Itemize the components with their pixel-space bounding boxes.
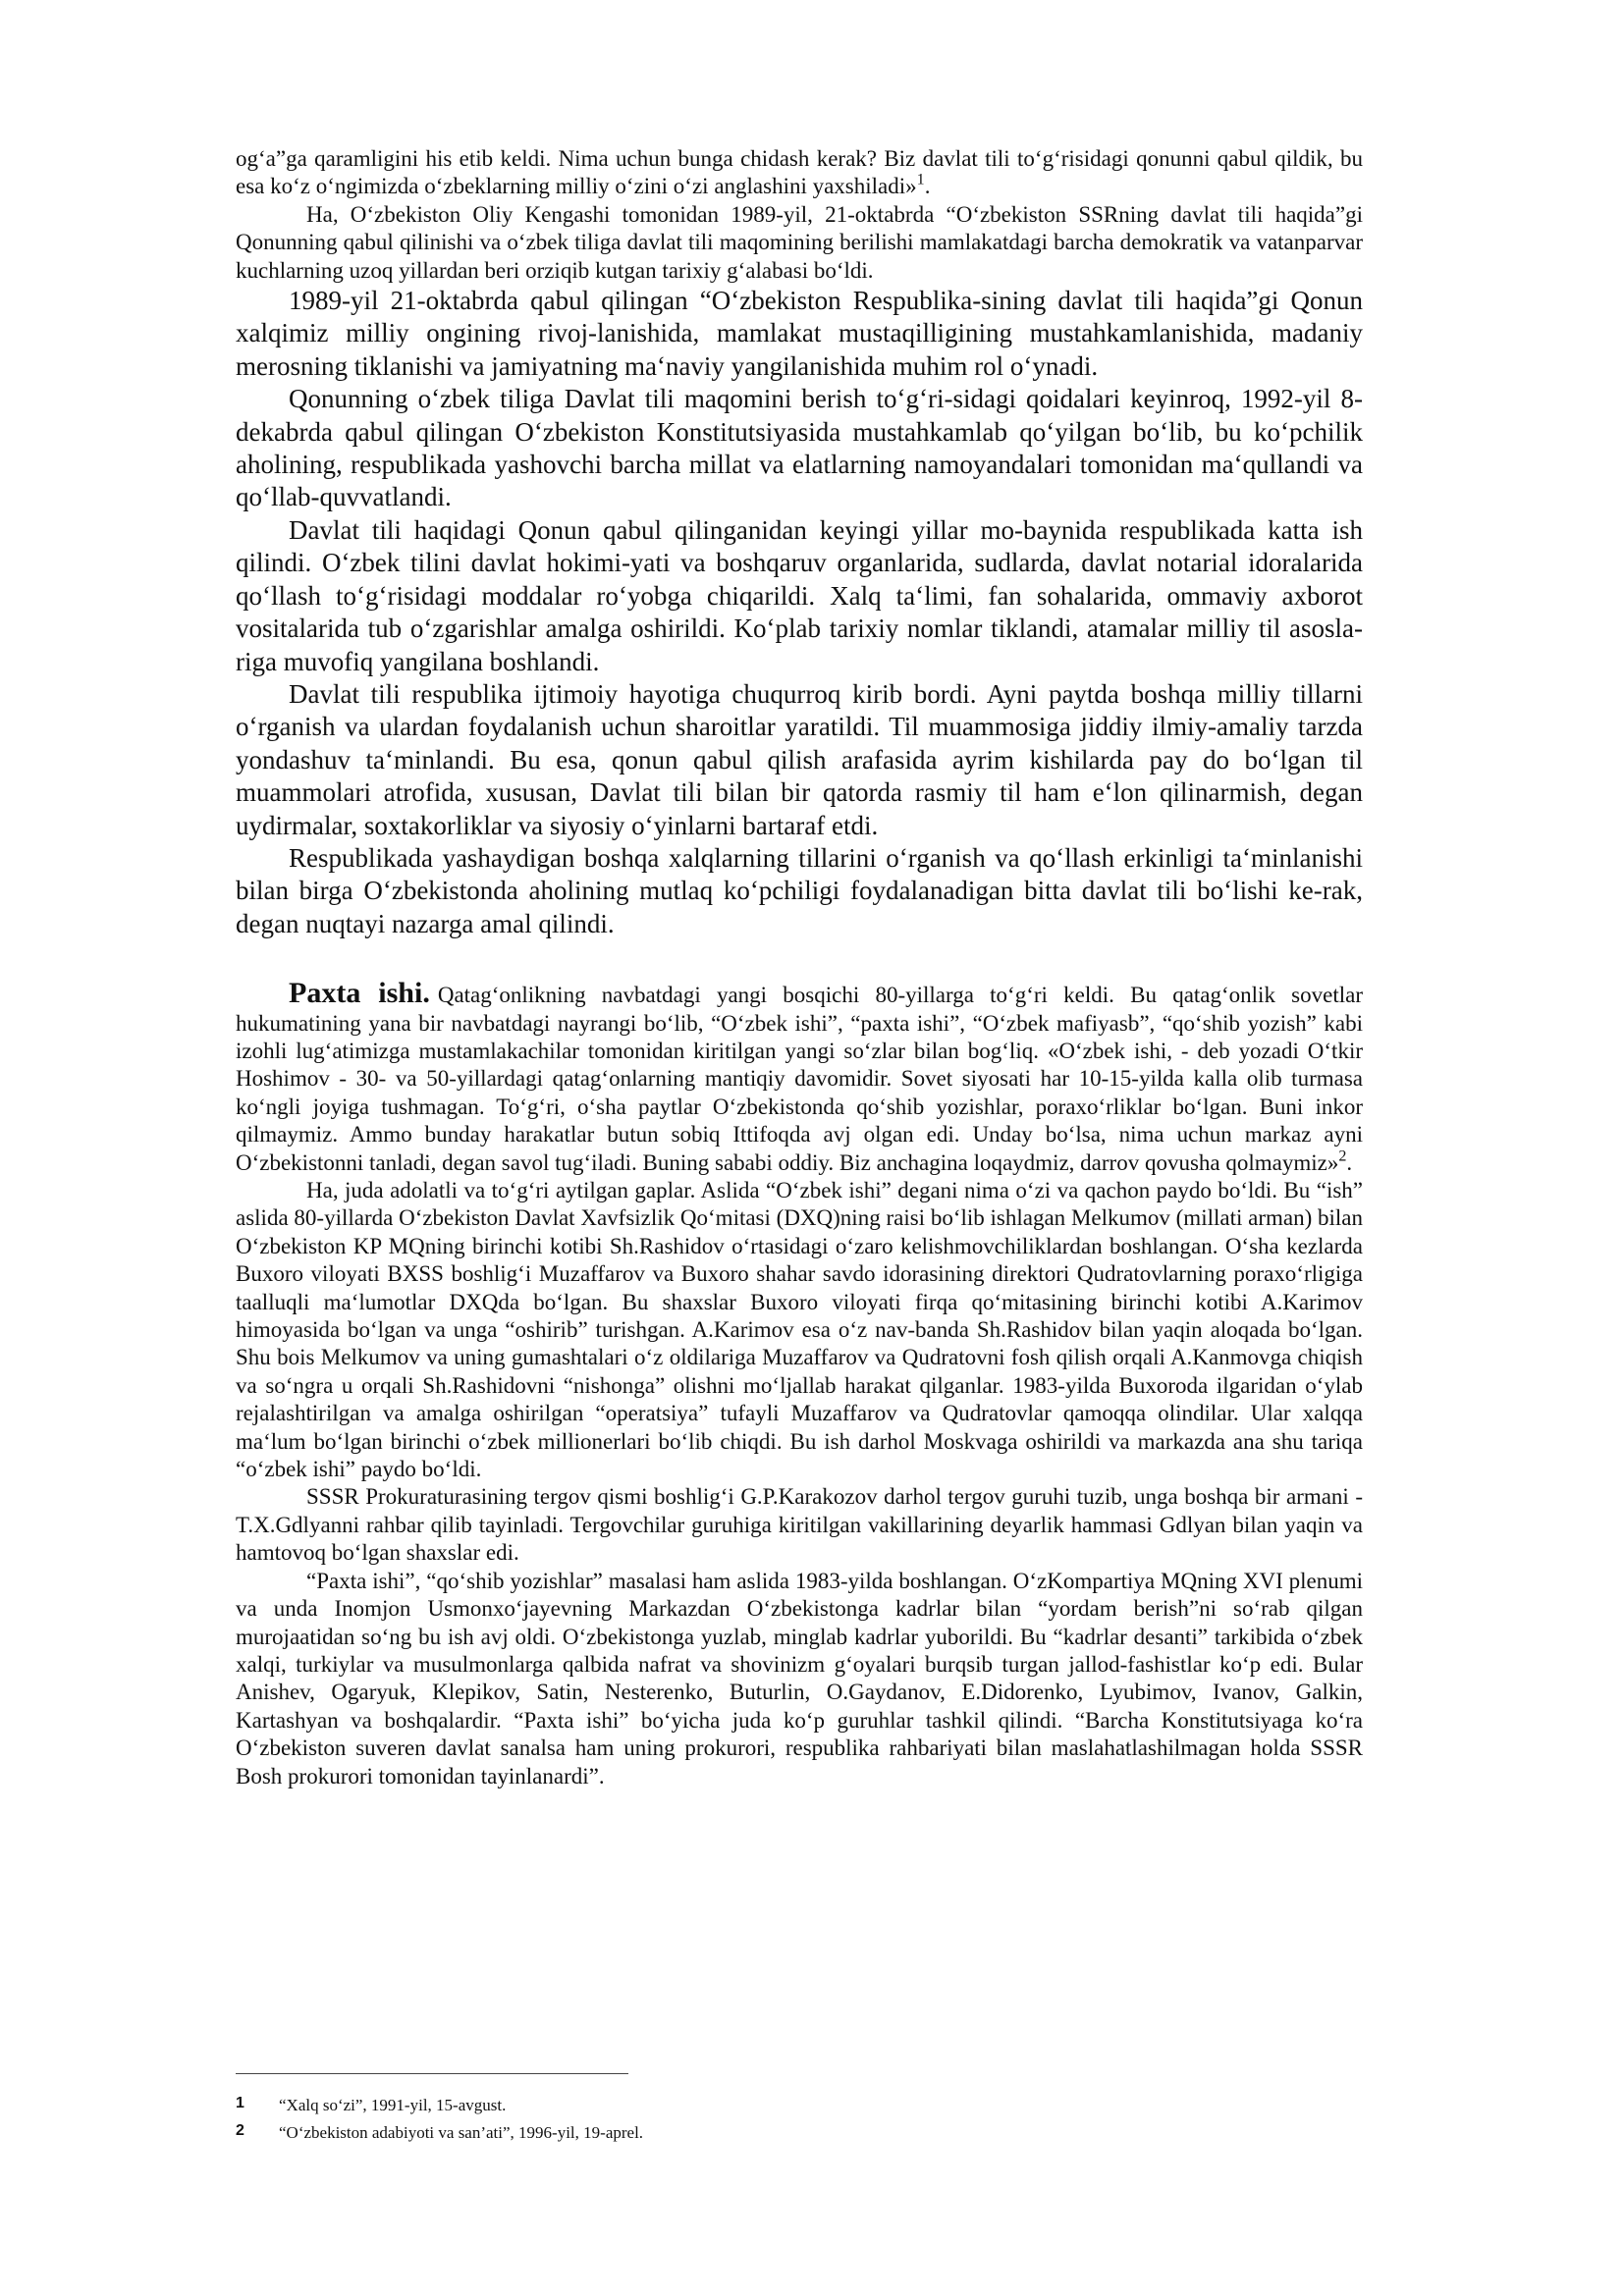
footnotes <box>236 2091 1363 2146</box>
footnote-separator <box>236 2073 628 2074</box>
footnote-number: 1 <box>236 2095 244 2111</box>
paragraph-end: . <box>924 174 931 199</box>
paragraph-end: . <box>1346 1149 1353 1175</box>
paragraph-9: Ha, juda adolatli va to‘g‘ri aytilgan gaplar. Aslida “O‘zbek ishi” degani nima o‘zi va qachon paydo bo‘ldi. Bu “ish” aslida 80-yillarda O‘zbekiston Davlat Xavfsizlik Qo‘mitasi (DXQ)ning raisi bo‘lib ishlagan Melkumov (millati arman) bilan O‘zbekiston KP MQning birinchi kotibi Sh.Rashidov o‘rtasidagi o‘zaro kelishmovchiliklardan boshlangan. O‘sha kezlarda Buxoro viloyati BXSS boshlig‘i Muzaffarov va Buxoro shahar savdo idorasining direktori Qudratovlarning poraxo‘rligiga taalluqli ma‘lumotlar DXQda bo‘lgan. Bu shaxslar Buxoro viloyati firqa qo‘mitasining birinchi kotibi A.Karimov himoyasida bo‘lgan va unga “oshirib” turishgan. A.Karimov esa o‘z nav-banda Sh.Rashidov bilan yaqin aloqada bo‘lgan. Shu bois Melkumov va uning gumashtalari o‘z oldilariga Muzaffarov va Qudratovni fosh qilish orqali A.Kanmovga chiqish va so‘ngra u orqali Sh.Rashidovni “nishonga” olishni mo‘ljallab harakat qilganlar. 1983-yilda Buxoroda ilgaridan o‘ylab rejalashtirilgan va amalga oshirilgan “operatsiya” tufayli Muzaffarov va Qudratovlar qamoqqa olindilar. Ular xalqqa ma‘lum bo‘lgan birinchi o‘zbek millionerlari bo‘lib chiqdi. Bu ish darhol Moskvaga oshirildi va markazda ana shu tariqa “o‘zbek ishi” paydo bo‘ldi. <box>236 1178 1363 1482</box>
footnote-text: “O‘zbekiston adabiyoti va san’ati”, 1996-yil, 19-aprel. <box>279 2123 644 2142</box>
footnote-2 <box>236 2118 1363 2146</box>
paragraph-5: Davlat tili haqidagi Qonun qabul qilinganidan keyingi yillar mo-baynida respublikada katta ish qilindi. O‘zbek tilini davlat hokimi-yati va boshqaruv organlarida, sudlarda, davlat notarial idoralarida qo‘llash to‘g‘risidagi moddalar ro‘yobga chiqarildi. Xalq ta‘limi, fan sohalarida, ommaviy axborot vositalarida tub o‘zgarishlar amalga oshirildi. Ko‘plab tarixiy nomlar tiklandi, atamalar milliy til asosla-riga muvofiq yangilana boshlandi. <box>236 514 1363 676</box>
footnote-number: 2 <box>236 2122 244 2139</box>
paragraph-text: og‘a”ga qaramligini his etib keldi. Nima uchun bunga chidash kerak? Biz davlat tili to‘g‘risidagi qonunni qabul qildik, bu esa ko‘z o‘ngimizda o‘zbeklarning milliy o‘zini o‘zi anglashini yaxshiladi» <box>236 146 1363 199</box>
paragraph-8 <box>236 977 1363 1177</box>
paragraph-7: Respublikada yashaydigan boshqa xalqlarning tillarini o‘rganish va qo‘llash erkinligi ta‘minlanishi bilan birga O‘zbekistonda aholining mutlaq ko‘pchiligi foydalanadigan bitta davlat tili bo‘lishi ke-rak, degan nuqtayi nazarga amal qilindi. <box>236 842 1363 938</box>
footnote-1 <box>236 2091 1363 2118</box>
paragraph-4: Qonunning o‘zbek tiliga Davlat tili maqomini berish to‘g‘ri-sidagi qoidalari keyinroq, 1992-yil 8-dekabrda qabul qilingan O‘zbekiston Konstitutsiyasida mustahkamlab qo‘yilgan bo‘lib, bu ko‘pchilik aholining, respublikada yashovchi barcha millat va elatlarning namoyandalari tomonidan ma‘qullandi va qo‘llab-quvvatlandi. <box>236 384 1363 512</box>
section-heading: Paxta ishi. <box>289 977 430 1010</box>
paragraph-11: “Paxta ishi”, “qo‘shib yozishlar” masalasi ham aslida 1983-yilda boshlangan. O‘zKompartiya MQning XVI plenumi va unda Inomjon Usmonxo‘jayevning Markazdan O‘zbekistonga kadrlar bilan “yordam berish”ni so‘rab qilgan murojaatidan so‘ng bu ish avj oldi. O‘zbekistonga yuzlab, minglab kadrlar yuborildi. Bu “kadrlar desanti” tarkibida o‘zbek xalqi, turkiylar va musulmonlarga qalbida nafrat va shovinizm g‘oyalari burqsib turgan jallod-fashistlar ko‘p edi. Bular Anishev, Ogaryuk, Klepikov, Satin, Nesterenko, Buturlin, O.Gaydanov, E.Didorenko, Lyubimov, Ivanov, Galkin, Kartashyan va boshqalardir. “Paxta ishi” bo‘yicha juda ko‘p guruhlar tashkil qilindi. “Barcha Konstitutsiyaga ko‘ra O‘zbekiston suveren davlat sanalsa ham uning prokurori, respublika rahbariyati bilan maslahatlashilmagan holda SSSR Bosh prokurori tomonidan tayinlanardi”. <box>236 1568 1363 1789</box>
document-body <box>236 145 1363 1790</box>
footnote-ref-2[interactable]: 2 <box>1338 1147 1347 1164</box>
paragraph-10: SSSR Prokuraturasining tergov qismi boshlig‘i G.P.Karakozov darhol tergov guruhi tuzib, unga boshqa bir armani - T.X.Gdlyanni rahbar qilib tayinladi. Tergovchilar guruhiga kiritilgan vakillarining deyarlik hammasi Gdlyan bilan yaqin va hamtovoq bo‘lgan shaxslar edi. <box>236 1484 1363 1566</box>
footnote-ref-1[interactable]: 1 <box>916 171 925 188</box>
paragraph-6: Davlat tili respublika ijtimoiy hayotiga chuqurroq kirib bordi. Ayni paytda boshqa milliy tillarni o‘rganish va ulardan foydalanish uchun sharoitlar yaratildi. Til muammosiga jiddiy ilmiy-amaliy tarzda yondashuv ta‘minlandi. Bu esa, qonun qabul qilish arafasida ayrim kishilarda pay do bo‘lgan til muammolari atrofida, xususan, Davlat tili bilan bir qatorda rasmiy til ham e‘lon qilinarmish, degan uydirmalar, soxtakorliklar va siyosiy o‘yinlarni bartaraf etdi. <box>236 678 1363 840</box>
paragraph-3: 1989-yil 21-oktabrda qabul qilingan “O‘zbekiston Respublika-sining davlat tili haqida”gi Qonun xalqimiz milliy ongining rivoj-lanishida, mamlakat mustaqilligining mustahkamlanishida, madaniy merosning tiklanishi va jamiyatning ma‘naviy yangilanishida muhim rol o‘ynadi. <box>236 286 1363 381</box>
paragraph-2: Ha, O‘zbekiston Oliy Kengashi tomonidan 1989-yil, 21-oktabrda “O‘zbekiston SSRning davlat tili haqida”gi Qonunning qabul qilinishi va o‘zbek tiliga davlat tili maqomining berilishi mamlakatdagi barcha demokratik va vatanparvar kuchlarning uzoq yillardan beri orziqib kutgan tarixiy g‘alabasi bo‘ldi. <box>236 201 1363 283</box>
footnote-text: “Xalq so‘zi”, 1991-yil, 15-avgust. <box>279 2096 507 2114</box>
paragraph-text: Qatag‘onlikning navbatdagi yangi bosqichi 80-yillarga to‘g‘ri keldi. Bu qatag‘onlik sovetlar hukumatining yana bir navbatdagi nayrangi bo‘lib, “O‘zbek ishi”, “paxta ishi”, “O‘zbek mafiyasb”, “qo‘shib yozish” kabi izohli lug‘atimizga mustamlakachilar tomonidan kiritilgan yangi so‘zlar bilan bog‘liq. «O‘zbek ishi, - deb yozadi O‘tkir Hoshimov - 30- va 50-yillardagi qatag‘onlarning mantiqiy davomidir. Sovet siyosati har 10-15-yilda kalla olib turmasa ko‘ngli joyiga tushmagan. To‘g‘ri, o‘sha paytlar O‘zbekistonda qo‘shib yozishlar, poraxo‘rliklar bo‘lgan. Buni inkor qilmaymiz. Ammo bunday harakatlar butun sobiq Ittifoqda avj olgan edi. Unday bo‘lsa, nima uchun markaz ayni O‘zbekistonni tanladi, degan savol tug‘iladi. Buning sababi oddiy. Biz anchagina loqaydmiz, darrov qovusha qolmaymiz» <box>236 983 1363 1175</box>
paragraph-1 <box>236 145 1363 201</box>
